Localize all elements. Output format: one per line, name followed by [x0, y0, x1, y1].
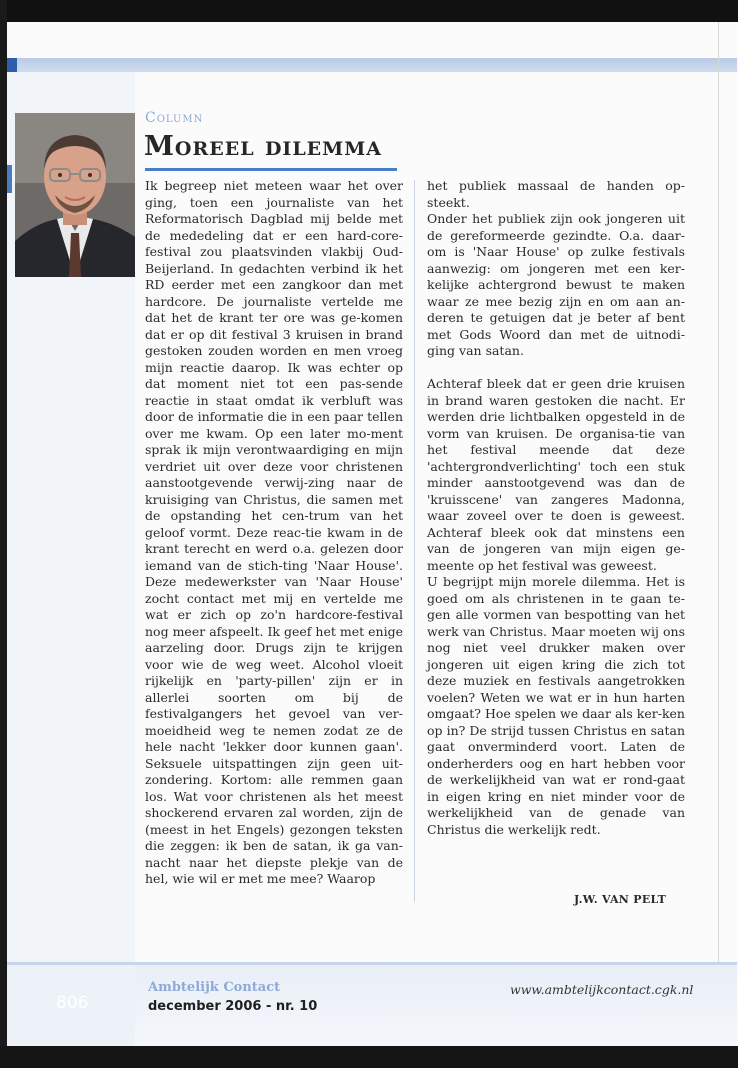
- title-underline: [145, 168, 397, 171]
- header-band-accent: [7, 58, 17, 72]
- article-column-2: [427, 178, 685, 838]
- scan-border-bottom: [0, 1046, 738, 1068]
- section-kicker: Column: [145, 110, 204, 126]
- column-1-text: Ik begreep niet meteen waar het over ging, toen een journaliste van het Reformatorisch Dagblad mij belde met de mededeling dat er een hard-core-festival zou plaatsvinden vlakbij Oud-Beijerland. In gedachten verbind ik het RD eerder met een zangkoor dan met hardcore. De journaliste vertelde me dat het de krant ter ore was ge-komen dat er op dit festival 3 kruisen in brand gestoken zouden worden en men vroeg mijn reactie daarop. Ik was echter op dat moment niet tot een pas-sende reactie in staat omdat ik verbluft was door de informatie die in een paar tellen over me kwam. Op een later mo-ment sprak ik mijn verontwaardiging en mijn verdriet uit over deze voor christenen aanstootgevende verwij-zing naar de kruisiging van Christus, die samen met de opstanding het cen-trum van het geloof vormt. Deze reac-tie kwam in de krant terecht en werd o.a. gelezen door iemand van de stich-ting 'Naar House'. Deze medewerkster van 'Naar House' zocht contact met mij en vertelde me wat er zich op zo'n hardcore-festival nog meer afspeelt. Ik geef het met enige aarzeling door. Drugs zijn te krijgen voor wie de weg weet. Alcohol vloeit rijkelijk en 'party-pillen' zijn er in allerlei soorten om bij de festivalgangers het gevoel van ver-moeidheid weg te nemen zodat ze de hele nacht 'lekker door kunnen gaan'. Seksuele uitspattingen zijn geen uit-zondering. Kortom: alle remmen gaan los. Wat voor christenen als het meest shockerend ervaren zal worden, zijn de (meest in het Engels) gezongen teksten die zeggen: ik ben de satan, ik ga van-nacht naar het diepste plekje van de hel, wie wil er met me mee? Waarop: [145, 178, 403, 886]
- column-2-paragraph-1: het publiek massaal de handen op-steekt.: [427, 178, 685, 210]
- article-column-1: [145, 178, 403, 888]
- author-signature: J.W. VAN PELT: [574, 893, 667, 906]
- sidebar-marker: [7, 165, 12, 193]
- column-2-paragraph-3: Achteraf bleek dat er geen drie kruisen in brand waren gestoken die nacht. Er werden drie lichtbalken opgesteld in de vorm van kruisen. De organisa-tie van het festival meende dat deze 'achtergrondverlichting' toch een stuk minder aanstootgevend was dan de 'kruisscene' van zangeres Madonna, waar zoveel over te doen is geweest. Achteraf bleek ook dat minstens een van de jongeren van mijn eigen ge-meente op het festival was geweest.: [427, 376, 685, 573]
- magazine-name: Ambtelijk Contact: [148, 980, 281, 995]
- column-divider: [414, 180, 415, 902]
- page-title: Moreel dilemma: [144, 131, 382, 162]
- author-photo: [15, 113, 135, 277]
- scan-border-left: [0, 0, 7, 1068]
- page-number: 806: [56, 993, 89, 1013]
- issue-label: december 2006 - nr. 10: [148, 999, 318, 1014]
- website-url: www.ambtelijkcontact.cgk.nl: [510, 982, 694, 997]
- column-2-paragraph-2: Onder het publiek zijn ook jongeren uit de gereformeerde gezindte. O.a. daar-om is 'Naar House' op zulke festivals aanwezig: om jongeren met een ker-kelijke achtergrond bewust te maken waar ze mee bezig zijn en om aan an-deren te getuigen dat je beter af bent met Gods Woord dan met de uitnodi-ging van satan.: [427, 211, 685, 358]
- scan-border-top: [0, 0, 738, 22]
- column-2-paragraph-4: U begrijpt mijn morele dilemma. Het is goed om als christenen in te gaan te-gen alle vormen van bespotting van het werk van Christus. Maar moeten wij ons nog niet veel drukker maken over jongeren uit eigen kring die zich tot deze muziek en festivals aangetrokken voelen? Weten we wat er in hun harten omgaat? Hoe spelen we daar als ker-ken op in? De strijd tussen Christus en satan gaat onverminderd voort. Laten de onderherders oog en hart hebben voor de werkelijkheid van wat er rond-gaat in eigen kring en niet minder voor de werkelijkheid van de genade van Christus die werkelijk redt.: [427, 574, 685, 837]
- page-edge-line: [718, 22, 719, 1046]
- header-band: [7, 58, 737, 72]
